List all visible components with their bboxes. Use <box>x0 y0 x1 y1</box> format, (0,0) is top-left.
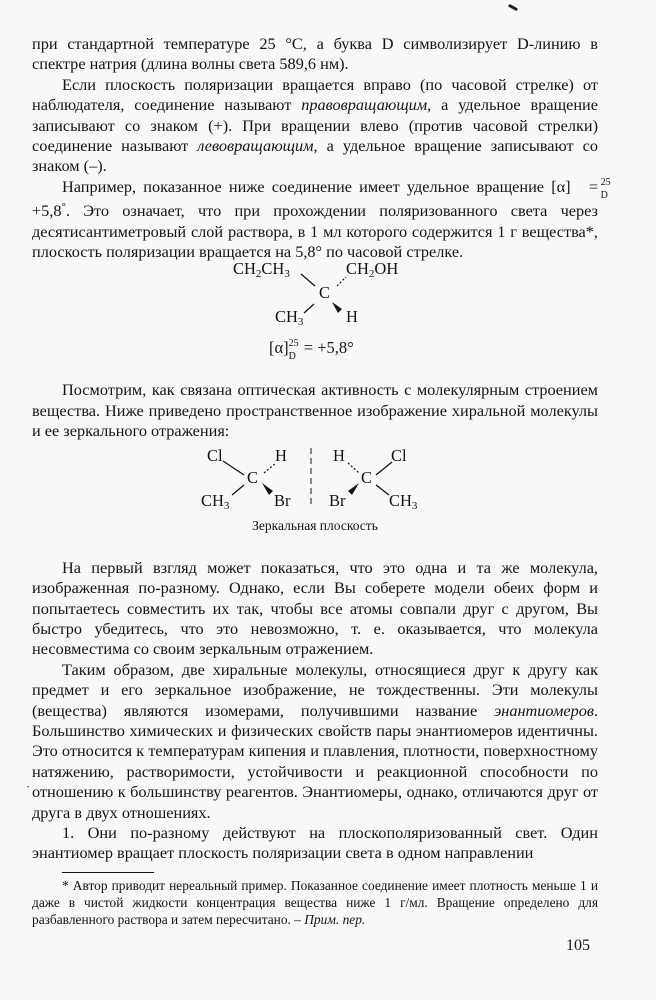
chiral-carbon: C <box>319 283 331 303</box>
paragraph-1: при стандартной температуре 25 °С, а буква D символизирует D-линию в спектре натрия (длина волны света 589,6 нм). <box>32 34 598 74</box>
formula-bonds <box>32 262 598 380</box>
right-cl: Cl <box>391 445 407 465</box>
paragraph-4: Посмотрим, как связана оптическая активность с молекулярным строением вещества. Ниже приведено пространственное изображение хиральной молекулы и ее зеркального отражения: <box>32 380 598 441</box>
mirror-figure <box>32 442 598 540</box>
paragraph-2: Если плоскость поляризации вращается вправо (по часовой стрелке) от наблюдателя, соединение называют правовращающим, а удельное вращение записывают со знаком (+). При вращении влево (против часовой стрелки) соединение называют левовращающим, а удельное вращение записывают со знаком (–). <box>32 74 598 176</box>
group-hydroxymethyl: $CH_2OH$ <box>346 259 399 281</box>
margin-mark: · <box>26 779 31 794</box>
footnote: * Автор приводит нереальный пример. Показанное соединение имеет плотность меньше 1 и даже в чистой жидкости концентрация вещества ниже 1 г/мл. Вращение определено для разбавленного раствора и затем пересчитано. – Прим. пер. <box>32 877 598 928</box>
specific-rotation-formula: [α] 25 D = +5,8° <box>269 338 354 363</box>
right-h: H <box>333 445 345 465</box>
page-number: 105 <box>566 937 590 954</box>
left-ch3: $CH_3$ <box>201 490 230 512</box>
right-br: Br <box>329 490 346 510</box>
left-cl: Cl <box>207 445 223 465</box>
term-levorotatory: левовращающим <box>197 136 314 156</box>
page-body <box>32 34 611 928</box>
left-h: H <box>275 445 287 465</box>
footnote-divider <box>62 872 154 873</box>
term-enantiomers: энантиомеров <box>494 700 594 720</box>
specific-rotation-inline: [α] 25 D = +5,8° <box>32 176 611 221</box>
translator-note: Прим. пер. <box>304 912 366 928</box>
atom-hydrogen: H <box>346 307 358 327</box>
group-methyl: $CH_3$ <box>275 307 304 329</box>
mirror-plane-caption: Зеркальная плоскость <box>252 517 378 533</box>
group-ethyl: $CH_2CH_3$ <box>233 259 290 281</box>
term-dextrorotatory: правовращающим <box>301 95 428 115</box>
left-carbon: C <box>247 467 259 487</box>
formula-compound <box>32 259 598 380</box>
paragraph-5: На первый взгляд может показаться, что это одна и та же молекула, изображенная по-разному. Однако, если Вы соберете модели обеих форм и попытаетесь совместить их так, чтобы все атомы совпали друг с другом, Вы быстро убедитесь, что это невозможно, т. е. оказывается, что молекула несовместима со своим зеркальным отражением. <box>32 557 598 659</box>
left-br: Br <box>274 490 291 510</box>
scan-mark <box>508 4 518 11</box>
paragraph-3: Например, показанное ниже соединение имеет удельное вращение [α] 25 D = +5,8°. Это означает, что при прохождении поляризованного света через десятисантиметровый слой раствора, в 1 мл которого содержится 1 г вещества*, плоскость поляризации вращается на 5,8° по часовой стрелке. <box>32 176 611 262</box>
right-ch3: $CH_3$ <box>389 490 418 512</box>
paragraph-6: Таким образом, две хиральные молекулы, относящиеся друг к другу как предмет и его зеркальное изображение, не тождественны. Эти молекулы (вещества) являются изомерами, получившими название энантиомеров. Большинство химических и физических свойств пары энантиомеров идентичны. Это относится к температурам кипения и плавления, плотности, поверхностному натяжению, растворимости, устойчивости и реакционной способности по отношению к большинству реагентов. Энантиомеры, однако, отличаются друг от друга в двух отношениях. <box>32 659 598 822</box>
paragraph-7: 1. Они по-разному действуют на плоскополяризованный свет. Один энантиомер вращает плоскость поляризации света в одном направлении <box>32 822 598 863</box>
right-carbon: C <box>361 467 373 487</box>
